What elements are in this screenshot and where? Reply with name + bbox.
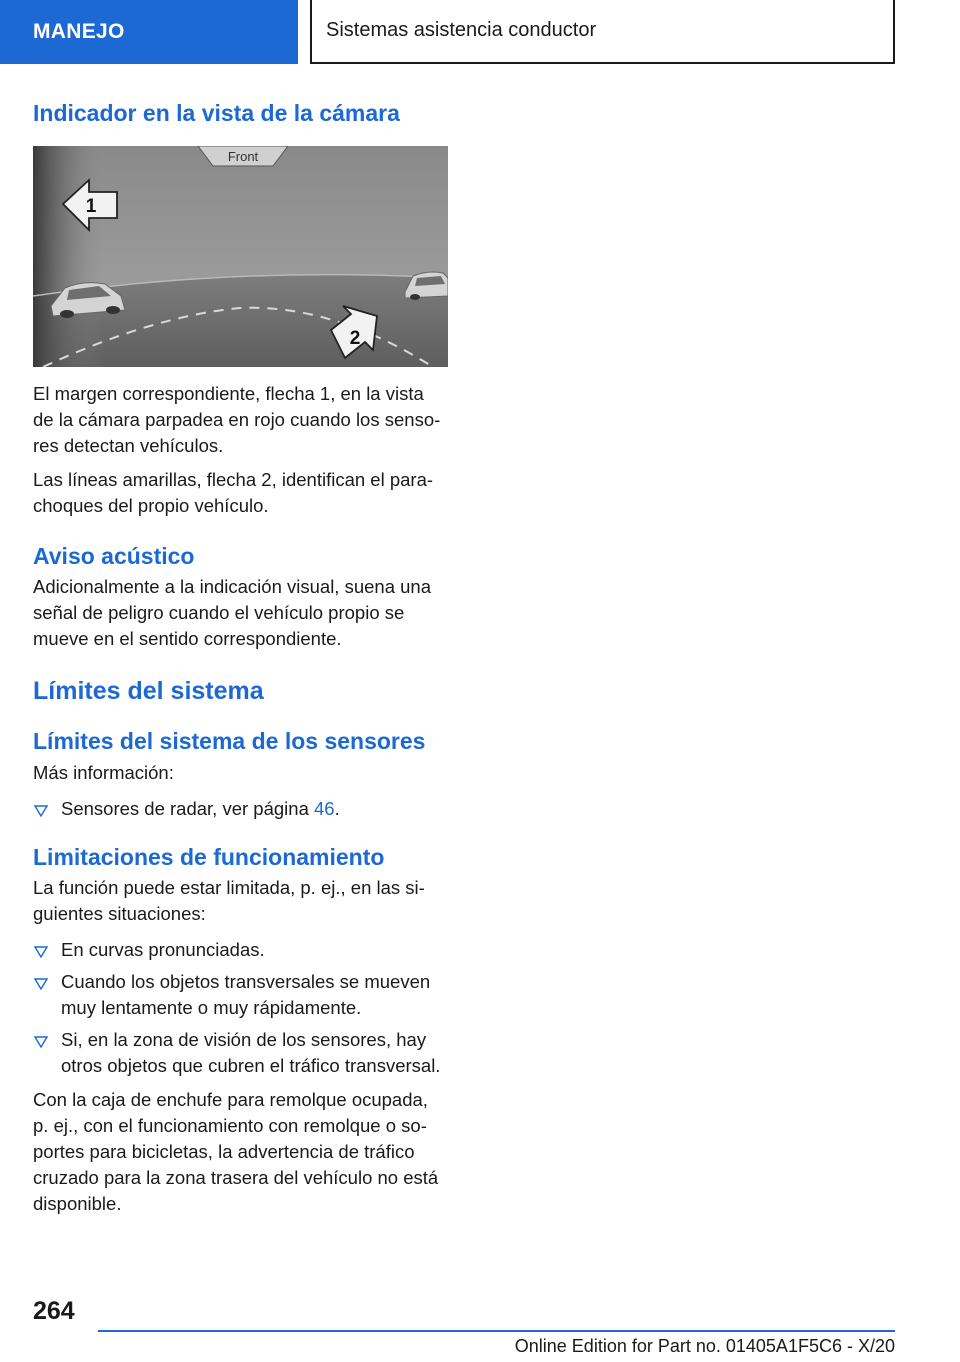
camera-view-illustration [33, 146, 448, 367]
chapter-tab: MANEJO [0, 0, 298, 64]
main-column [33, 100, 448, 1217]
list-item [33, 1027, 448, 1079]
heading-functional-limits: Limitaciones de funcionamiento [33, 843, 385, 870]
triangle-bullet-icon [34, 978, 48, 990]
triangle-bullet-icon [34, 805, 48, 817]
sensor-item-text: Sensores de radar, ver página [61, 797, 314, 819]
paragraph-func-intro: La función puede estar limitada, p. ej., en las siguientes situaciones: [33, 877, 425, 925]
triangle-bullet-icon [34, 946, 48, 958]
sensor-item-suffix: . [334, 797, 340, 819]
list-item [33, 796, 448, 822]
paragraph-more-info: Más información: [33, 761, 174, 783]
footer-edition: Online Edition for Part no. 01405A1F5C6 - X/20 [514, 1336, 895, 1356]
func-item-text: En curvas pronunciadas. [61, 939, 265, 961]
func-item-text: Si, en la zona de visión de los sensores, hay otros objetos que cubren el tráfico transversal. [61, 1029, 441, 1077]
sensor-list [33, 796, 448, 822]
paragraph-camera-2: Las líneas amarillas, flecha 2, identifican el parachoques del propio vehículo. [33, 468, 434, 516]
paragraph-trailer: Con la caja de enchufe para remolque ocupada, p. ej., con el funcionamiento con remolque o soportes para bicicletas, la advertencia de tráfico cruzado para la zona trasera del vehículo no está disponible. [33, 1089, 439, 1215]
heading-system-limits: Límites del sistema [33, 677, 264, 706]
triangle-bullet-icon [34, 1036, 48, 1048]
label-1: 1 [85, 195, 97, 217]
heading-acoustic: Aviso acústico [33, 542, 195, 569]
list-item [33, 937, 448, 963]
list-item [33, 969, 448, 1021]
page-link-46[interactable]: 46 [314, 797, 335, 819]
page-number: 264 [33, 1297, 75, 1325]
label-front: Front [227, 148, 259, 164]
paragraph-acoustic: Adicionalmente a la indicación visual, suena una señal de peligro cuando el vehículo propio se mueve en el sentido correspondiente. [33, 576, 432, 650]
func-limits-list [33, 937, 448, 1079]
func-item-text: Cuando los objetos transversales se mueven muy lentamente o muy rápidamente. [61, 971, 431, 1019]
paragraph-camera-1: El margen correspondiente, flecha 1, en la vista de la cámara parpadea en rojo cuando los sensores detectan vehículos. [33, 382, 441, 456]
label-2: 2 [349, 327, 361, 349]
footer-divider [98, 1330, 895, 1332]
section-title: Sistemas asistencia conductor [310, 0, 895, 64]
heading-camera-view: Indicador en la vista de la cámara [33, 100, 400, 126]
heading-sensor-limits: Límites del sistema de los sensores [33, 728, 426, 755]
